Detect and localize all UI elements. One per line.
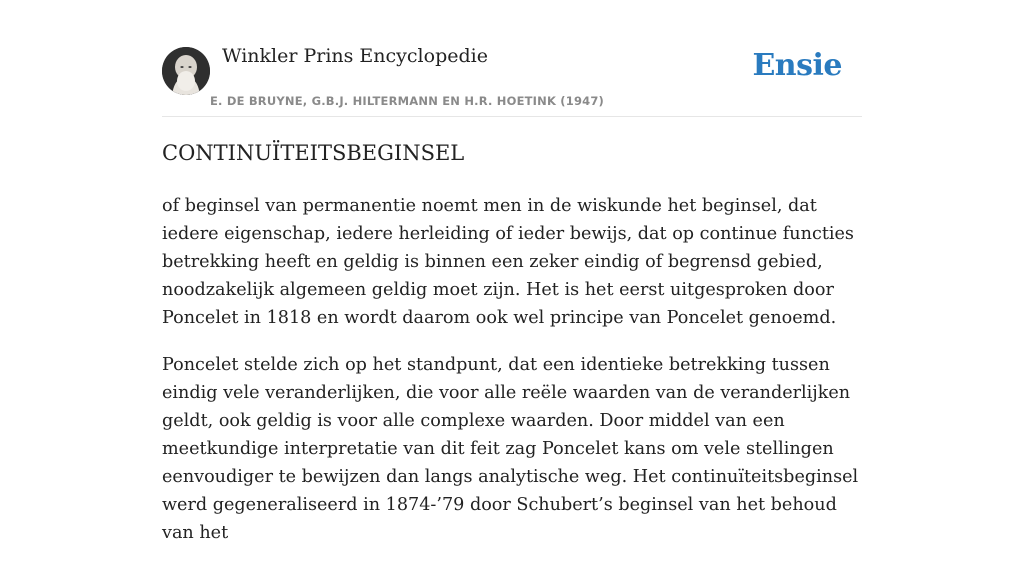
header (162, 0, 862, 117)
article-title: CONTINUÏTEITSBEGINSEL (162, 141, 465, 165)
author-avatar[interactable] (162, 47, 210, 95)
brand-logo[interactable]: Ensie (752, 48, 842, 83)
article-paragraph: of beginsel van permanentie noemt men in de wiskunde het beginsel, dat iedere eigenschap, iedere herleiding of ieder bewijs, dat op continue functies betrekking heeft en geldig is binnen een zeker eindig of begrensd gebied, noodzakelijk algemeen geldig moet zijn. Het is het eerst uitgesproken door Poncelet in 1818 en wordt daarom ook wel principe van Poncelet genoemd. (162, 196, 854, 328)
authors-line: E. DE BRUYNE, G.B.J. HILTERMANN EN H.R. HOETINK (1947) (210, 94, 605, 108)
site-title[interactable]: Winkler Prins Encyclopedie (222, 45, 488, 67)
page-content (162, 0, 862, 543)
article-paragraph: Poncelet stelde zich op het standpunt, dat een identieke betrekking tussen eindig vele veranderlijken, die voor alle reële waarden van de veranderlijken geldt, ook geldig is voor alle complexe waarden. Door middel van een meetkundige interpretatie van dit feit zag Poncelet kans om vele stellingen eenvoudiger te bewijzen dan langs analytische weg. Het continuïteitsbeginsel werd gegeneraliseerd in 1874-’79 door Schubert’s beginsel van het behoud van het (162, 355, 859, 543)
avatar-portrait-icon (162, 47, 210, 95)
article-body (162, 192, 862, 566)
